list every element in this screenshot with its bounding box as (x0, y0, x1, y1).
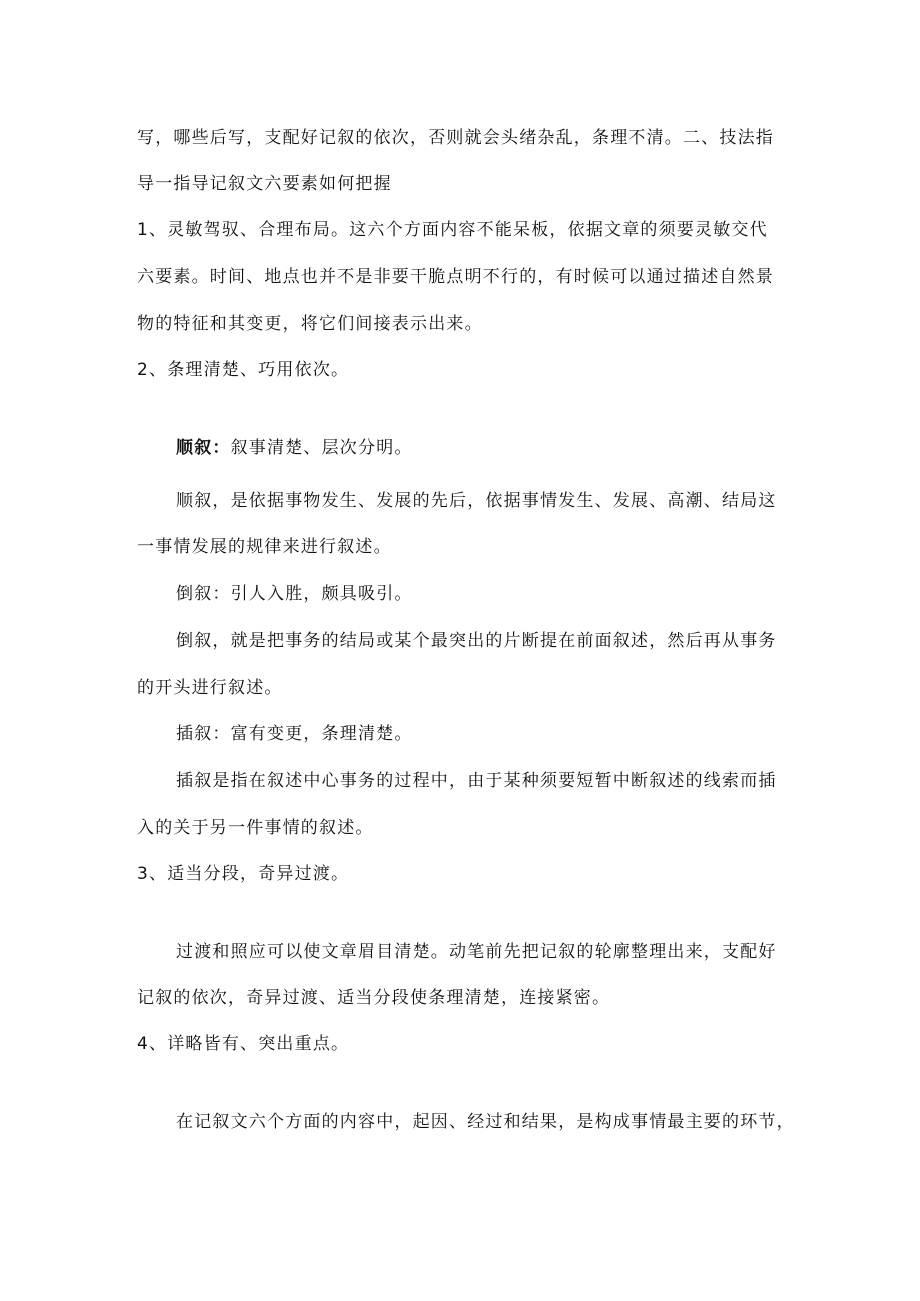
subheading-line: 倒叙：引人入胜，颇具吸引。 (176, 584, 413, 604)
subheading-line (176, 436, 413, 460)
paragraph-line: 六要素。时间、地点也并不是非要干脆点明不行的，有时候可以通过描述自然景 (137, 267, 774, 287)
paragraph-line: 写，哪些后写，支配好记叙的依次，否则就会头绪杂乱，条理不清。二、技法指 (137, 128, 774, 148)
list-item-heading: 4、详略皆有、突出重点。 (137, 1034, 350, 1054)
paragraph-line: 记叙的依次，奇异过渡、适当分段使条理清楚，连接紧密。 (137, 988, 611, 1008)
paragraph-line: 顺叙，是依据事物发生、发展的先后，依据事情发生、发展、高潮、结局这 (176, 491, 777, 511)
paragraph-line: 倒叙，就是把事务的结局或某个最突出的片断提在前面叙述，然后再从事务 (176, 631, 777, 651)
subheading-label: 顺叙： (176, 438, 231, 458)
paragraph-line: 插叙是指在叙述中心事务的过程中，由于某种须要短暂中断叙述的线索而插 (176, 771, 777, 791)
subheading-text: 叙事清楚、层次分明。 (230, 438, 413, 458)
list-item-heading: 2、条理清楚、巧用依次。 (137, 360, 350, 380)
paragraph-line: 入的关于另一件事情的叙述。 (137, 818, 374, 838)
paragraph-line: 物的特征和其变更，将它们间接表示出来。 (137, 314, 483, 334)
paragraph-line: 的开头进行叙述。 (137, 678, 283, 698)
paragraph-line: 在记叙文六个方面的内容中，起因、经过和结果，是构成事情最主要的环节， (176, 1112, 795, 1132)
list-item-heading: 3、适当分段，奇异过渡。 (137, 864, 350, 884)
subheading-line: 插叙：富有变更，条理清楚。 (176, 724, 413, 744)
paragraph-line: 一事情发展的规律来进行叙述。 (137, 537, 392, 557)
paragraph-line: 导一指导记叙文六要素如何把握 (137, 174, 392, 194)
paragraph-line: 过渡和照应可以使文章眉目清楚。动笔前先把记叙的轮廓整理出来，支配好 (176, 942, 777, 962)
list-item-heading: 1、灵敏驾驭、合理布局。这六个方面内容不能呆板，依据文章的须要灵敏交代 (137, 220, 768, 240)
